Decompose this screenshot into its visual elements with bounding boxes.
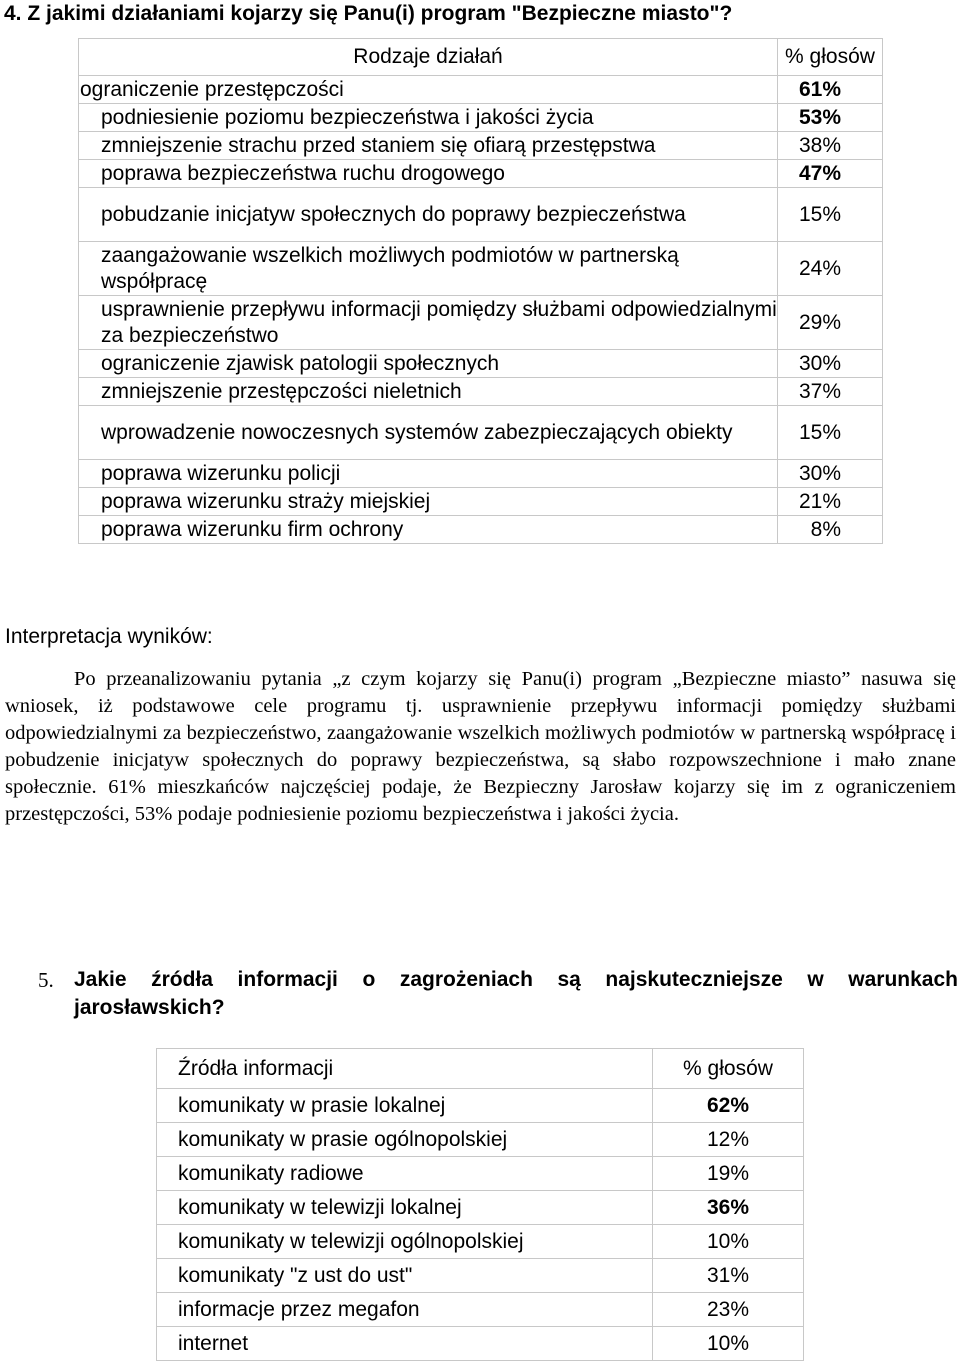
table-row	[157, 1327, 804, 1361]
row-label: pobudzanie inicjatyw społecznych do poprawy bezpieczeństwa	[79, 188, 778, 242]
row-value: 15%	[778, 406, 883, 460]
table-row	[79, 188, 883, 242]
row-value: 15%	[778, 188, 883, 242]
row-label: komunikaty w telewizji ogólnopolskiej	[157, 1225, 653, 1259]
row-value: 53%	[778, 104, 883, 132]
row-label: komunikaty w prasie ogólnopolskiej	[157, 1123, 653, 1157]
question-5-title: Jakie źródła informacji o zagrożeniach są najskuteczniejsze w warunkach jarosławskich?	[74, 968, 958, 1019]
row-label: zaangażowanie wszelkich możliwych podmiotów w partnerską współpracę	[79, 242, 778, 296]
table-row	[79, 160, 883, 188]
table-row	[79, 296, 883, 350]
table-row	[157, 1293, 804, 1327]
question-5-number: 5.	[38, 968, 54, 992]
row-value: 61%	[778, 76, 883, 104]
row-value: 47%	[778, 160, 883, 188]
row-value: 29%	[778, 296, 883, 350]
row-label: komunikaty radiowe	[157, 1157, 653, 1191]
row-label: poprawa bezpieczeństwa ruchu drogowego	[79, 160, 778, 188]
row-label: poprawa wizerunku firm ochrony	[79, 516, 778, 544]
row-value: 24%	[778, 242, 883, 296]
row-label: informacje przez megafon	[157, 1293, 653, 1327]
table-row	[79, 104, 883, 132]
row-value: 19%	[653, 1157, 804, 1191]
table-header-row	[79, 39, 883, 76]
row-value: 10%	[653, 1327, 804, 1361]
table-row	[157, 1089, 804, 1123]
row-label: poprawa wizerunku policji	[79, 460, 778, 488]
table-header-row	[157, 1049, 804, 1089]
table-row	[157, 1191, 804, 1225]
row-label: komunikaty "z ust do ust"	[157, 1259, 653, 1293]
row-value: 36%	[653, 1191, 804, 1225]
row-label: internet	[157, 1327, 653, 1361]
interpretation-title: Interpretacja wyników:	[5, 625, 213, 648]
table-row	[157, 1157, 804, 1191]
row-value: 38%	[778, 132, 883, 160]
question-4-title: 4. Z jakimi działaniami kojarzy się Panu(i) program "Bezpieczne miasto"?	[4, 2, 733, 25]
table-row	[79, 350, 883, 378]
table-row	[79, 516, 883, 544]
row-label: wprowadzenie nowoczesnych systemów zabezpieczających obiekty	[79, 406, 778, 460]
row-value: 37%	[778, 378, 883, 406]
interpretation-text: Po przeanalizowaniu pytania „z czym kojarzy się Panu(i) program „Bezpieczne miasto” nasuwa się wniosek, iż podstawowe cele programu tj. usprawnienie przepływu informacji pomiędzy służbami odpowiedzialnymi za bezpieczeństwo, zaangażowanie wszelkich możliwych podmiotów w partnerską współpracę i pobudzenie inicjatyw społecznych do poprawy bezpieczeństwa, są słabo rozpowszechnione i mało znane społecznie. 61% mieszkańców najczęściej podaje, że Bezpieczny Jarosław kojarzy się im z ograniczeniem przestępczości, 53% podaje podniesienie poziomu bezpieczeństwa i jakości życia.	[5, 668, 956, 825]
row-label: komunikaty w telewizji lokalnej	[157, 1191, 653, 1225]
table-row	[157, 1225, 804, 1259]
row-value: 8%	[778, 516, 883, 544]
header-votes: % głosów	[778, 39, 883, 76]
row-label: ograniczenie zjawisk patologii społecznych	[79, 350, 778, 378]
row-value: 10%	[653, 1225, 804, 1259]
row-label: komunikaty w prasie lokalnej	[157, 1089, 653, 1123]
row-value: 21%	[778, 488, 883, 516]
row-value: 62%	[653, 1089, 804, 1123]
table-row	[79, 242, 883, 296]
table-row	[79, 76, 883, 104]
row-label: podniesienie poziomu bezpieczeństwa i jakości życia	[79, 104, 778, 132]
table-row	[79, 378, 883, 406]
table-row	[79, 460, 883, 488]
header-votes: % głosów	[653, 1049, 804, 1089]
row-value: 12%	[653, 1123, 804, 1157]
row-value: 23%	[653, 1293, 804, 1327]
actions-table	[78, 38, 883, 544]
table-row	[157, 1123, 804, 1157]
row-value: 31%	[653, 1259, 804, 1293]
row-label: zmniejszenie przestępczości nieletnich	[79, 378, 778, 406]
header-sources: Źródła informacji	[157, 1049, 653, 1089]
row-value: 30%	[778, 350, 883, 378]
row-label: usprawnienie przepływu informacji pomiędzy służbami odpowiedzialnymi za bezpieczeństwo	[79, 296, 778, 350]
table-row	[79, 406, 883, 460]
sources-table	[156, 1048, 804, 1361]
row-label: poprawa wizerunku straży miejskiej	[79, 488, 778, 516]
row-label: ograniczenie przestępczości	[79, 76, 778, 104]
row-label: zmniejszenie strachu przed staniem się ofiarą przestępstwa	[79, 132, 778, 160]
table-row	[79, 488, 883, 516]
header-actions: Rodzaje działań	[79, 39, 778, 76]
table-row	[157, 1259, 804, 1293]
table-row	[79, 132, 883, 160]
row-value: 30%	[778, 460, 883, 488]
